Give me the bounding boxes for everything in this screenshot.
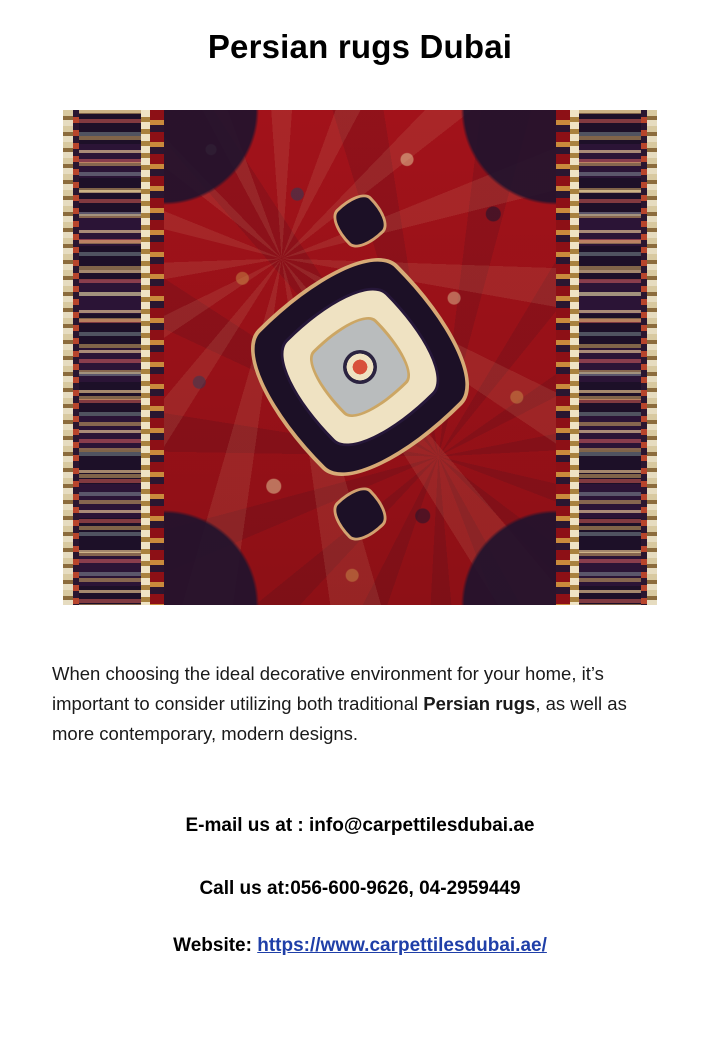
paragraph-bold-term: Persian rugs xyxy=(423,692,536,714)
rug-inner-guard-band xyxy=(150,110,164,605)
rug-inner-band xyxy=(141,110,150,605)
website-link[interactable]: https://www.carpettilesdubai.ae/ xyxy=(257,935,547,956)
rug-main-border xyxy=(79,110,141,605)
body-paragraph xyxy=(52,659,662,749)
paragraph-text-part1: When choosing the ideal decorative environment for your home, it’s important to consider utilizing both traditional xyxy=(52,662,604,714)
page-title: Persian rugs Dubai xyxy=(207,28,513,65)
email-line: E-mail us at : info@carpettilesdubai.ae xyxy=(185,815,535,836)
website-label: Website: xyxy=(173,935,258,956)
paragraph-text-part2: , as well as more contemporary, modern designs. xyxy=(52,692,627,744)
rug-main-border xyxy=(579,110,641,605)
rug-outer-guard-band xyxy=(73,110,79,605)
persian-rug-image xyxy=(63,110,657,605)
rug-inner-guard-band xyxy=(556,110,570,605)
rug-corner-spandrel xyxy=(164,110,284,230)
rug-corner-spandrel xyxy=(436,110,556,230)
phone-line: Call us at:056-600-9626, 04-2959449 xyxy=(199,878,521,899)
website-line xyxy=(0,935,720,957)
rug-inner-band xyxy=(570,110,579,605)
rug-canvas xyxy=(63,110,657,605)
rug-medallion-core xyxy=(343,350,377,384)
rug-corner-spandrel xyxy=(436,485,556,605)
rug-selvage-band xyxy=(647,110,657,605)
rug-corner-spandrel xyxy=(164,485,284,605)
rug-selvage-band xyxy=(63,110,73,605)
